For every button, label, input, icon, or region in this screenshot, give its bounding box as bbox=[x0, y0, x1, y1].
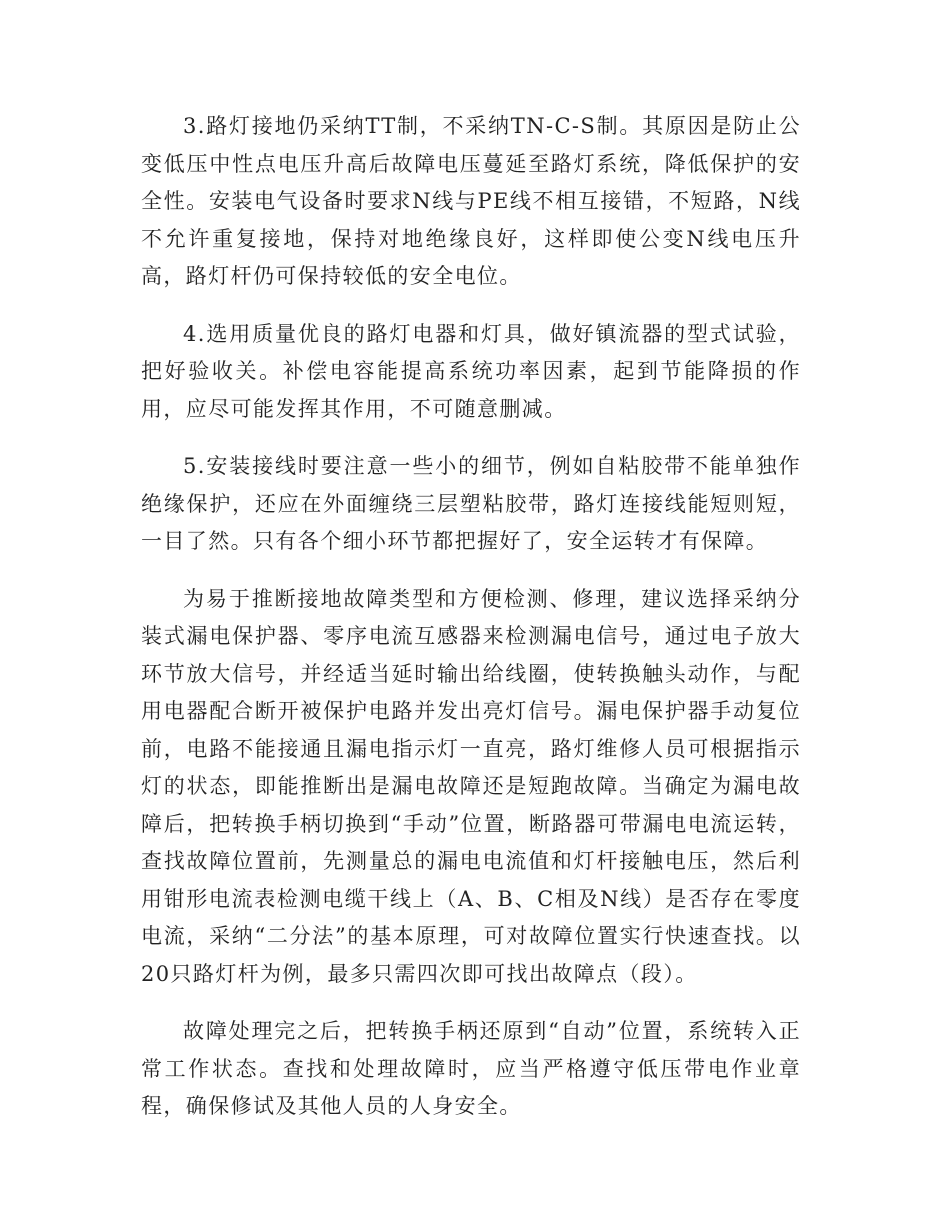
paragraph-item-4: 4.选用质量优良的路灯电器和灯具，做好镇流器的型式试验，把好验收关。补偿电容能提高系统功率因素，起到节能降损的作用，应尽可能发挥其作用，不可随意删减。 bbox=[141, 321, 801, 421]
document-body bbox=[141, 108, 801, 1126]
paragraph-leakage-protection: 为易于推断接地故障类型和方便检测、修理，建议选择采纳分装式漏电保护器、零序电流互感器来检测漏电信号，通过电子放大环节放大信号，并经适当延时输出给线圈，使转换触头动作，与配用电器配合断开被保护电路并发出亮灯信号。漏电保护器手动复位前，电路不能接通且漏电指示灯一直亮，路灯维修人员可根据指示灯的状态，即能推断出是漏电故障还是短跑故障。当确定为漏电故障后，把转换手柄切换到“手动”位置，断路器可带漏电电流运转，查找故障位置前，先测量总的漏电电流值和灯杆接触电压，然后利用钳形电流表检测电缆干线上（A、B、C相及N线）是否存在零度电流，采纳“二分法”的基本原理，可对故障位置实行快速查找。以20只路灯杆为例，最多只需四次即可找出故障点（段）。 bbox=[141, 586, 801, 986]
paragraph-item-5: 5.安装接线时要注意一些小的细节，例如自粘胶带不能单独作绝缘保护，还应在外面缠绕三层塑粘胶带，路灯连接线能短则短，一目了然。只有各个细小环节都把握好了，安全运转才有保障。 bbox=[141, 454, 801, 553]
paragraph-fault-handling: 故障处理完之后，把转换手柄还原到“自动”位置，系统转入正常工作状态。查找和处理故障时，应当严格遵守低压带电作业章程，确保修试及其他人员的人身安全。 bbox=[141, 1019, 801, 1118]
paragraph-item-3: 3.路灯接地仍采纳TT制，不采纳TN-C-S制。其原因是防止公变低压中性点电压升高后故障电压蔓延至路灯系统，降低保护的安全性。安装电气设备时要求N线与PE线不相互接错，不短路，N线不允许重复接地，保持对地绝缘良好，这样即使公变N线电压升高，路灯杆仍可保持较低的安全电位。 bbox=[141, 114, 801, 288]
